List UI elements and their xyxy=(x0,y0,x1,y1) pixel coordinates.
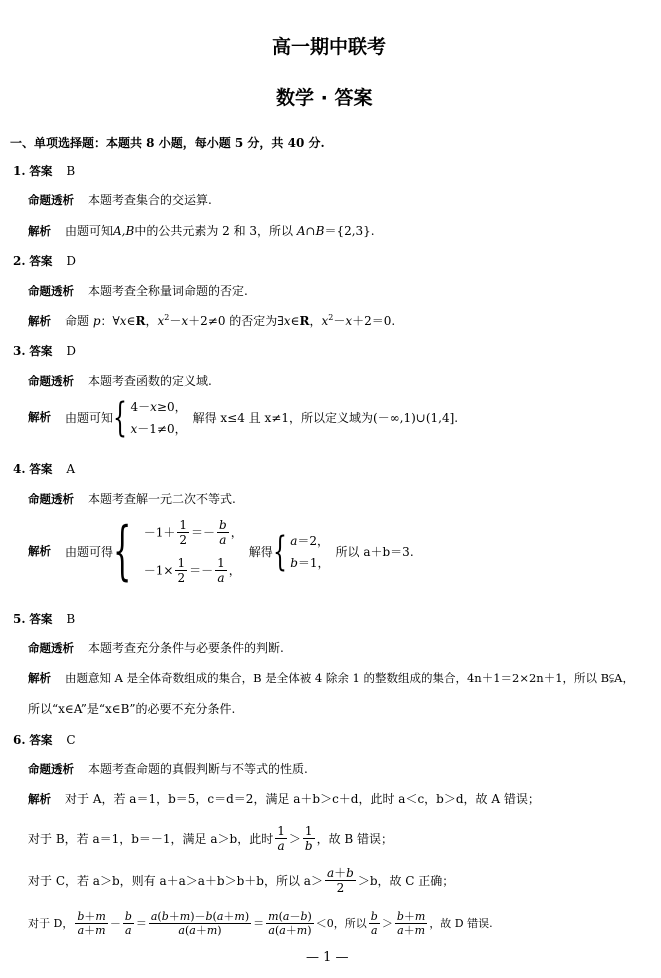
q5-analysis-line-2: 所以“x∈A”是“x∈B”的必要不充分条件. xyxy=(28,702,236,716)
q2-focus-line: 命题透析 本题考查全称量词命题的否定. xyxy=(28,284,248,298)
section-heading: 一、单项选择题：本题共 8 小题，每小题 5 分，共 40 分. xyxy=(10,136,325,150)
q1-answer-line: 1. 答案 B xyxy=(13,164,76,178)
q6-analysis-line-a: 解析 对于 A，若 a＝1，b＝5，c＝d＝2，满足 a＋b＞c＋d，此时 a＜c，b＞d，故 A 错误； xyxy=(28,792,540,806)
q4-answer-line: 4. 答案 A xyxy=(13,462,76,476)
q5-analysis-line: 解析 由题意知 A 是全体奇数组成的集合，B 是全体被 4 除余 1 的整数组成的集合，4n＋1＝2×2n＋1，所以 B⫋A， xyxy=(28,671,634,685)
left-brace-icon: { xyxy=(113,514,132,589)
q6-analysis-line-d: 对于 D， $\frac{b+m}{a+m}$ － $\frac{b}{a}$ ＝ $\frac{a(b+m)-b(a+m)}{a(a+m)}$ ＝ $\frac{m(a-b)}{a(a+m)}$ ＜0 ，所以 $\frac{b}{a}$ ＞ $\frac{b+m}{a+m}$ ，故 D 错误. xyxy=(28,910,493,938)
q6-analysis-line-c: 对于 C，若 a＞b，则有 a＋a＞a＋b＞b＋b，所以 a＞ $\frac{a+b}{2}$ ＞b，故 C 正确； xyxy=(28,866,455,896)
q2-analysis-line: 解析 命题 p：∀x∈R，$x^2-x+2\ne 0$ 的否定为∃x∈R，$x^2-x+2=0$. xyxy=(28,313,396,328)
q5-focus-line: 命题透析 本题考查充分条件与必要条件的判断. xyxy=(28,641,284,655)
q6-analysis-line-b: 对于 B，若 a＝1，b＝－1，满足 a＞b，此时 $\frac{1}{a}$ ＞ $\frac{1}{b}$ ，故 B 错误； xyxy=(28,824,394,854)
q6-focus-line: 命题透析 本题考查命题的真假判断与不等式的性质. xyxy=(28,762,308,776)
q3-answer-line: 3. 答案 D xyxy=(13,344,76,358)
q2-answer-line: 2. 答案 D xyxy=(13,254,76,268)
q3-focus-line: 命题透析 本题考查函数的定义域. xyxy=(28,374,212,388)
page-number: — 1 — xyxy=(306,950,349,965)
q5-answer-line: 5. 答案 B xyxy=(13,612,76,626)
q4-focus-line: 命题透析 本题考查解一元二次不等式. xyxy=(28,492,236,506)
document-title: 高一期中联考 xyxy=(272,36,387,58)
left-brace-icon: { xyxy=(272,528,287,575)
q1-analysis-line: 解析 由题可知A,B中的公共元素为 2 和 3，所以 A∩B＝{2,3}. xyxy=(28,224,375,238)
left-brace-icon: { xyxy=(113,395,128,441)
q1-focus-line: 命题透析 本题考查集合的交运算. xyxy=(28,193,212,207)
q6-answer-line: 6. 答案 C xyxy=(13,733,76,747)
document-subtitle: 数学 · 答案 xyxy=(276,87,373,109)
q4-analysis-line: 解析 由题可得 { －1＋ $\frac{1}{2}$ ＝－ $\frac{b}{a}$ ， －1× $\frac{1}{2}$ ＝－ $\frac{1}{a}$ ， 解得 { a＝2， b＝1， 所以 a＋b＝3. xyxy=(28,514,414,589)
q3-analysis-line: 解析 由题可知 { 4－x≥0， x－1≠0， 解得 x≤4 且 x≠1，所以定义域为(－∞,1)∪(1,4]. xyxy=(28,395,459,441)
